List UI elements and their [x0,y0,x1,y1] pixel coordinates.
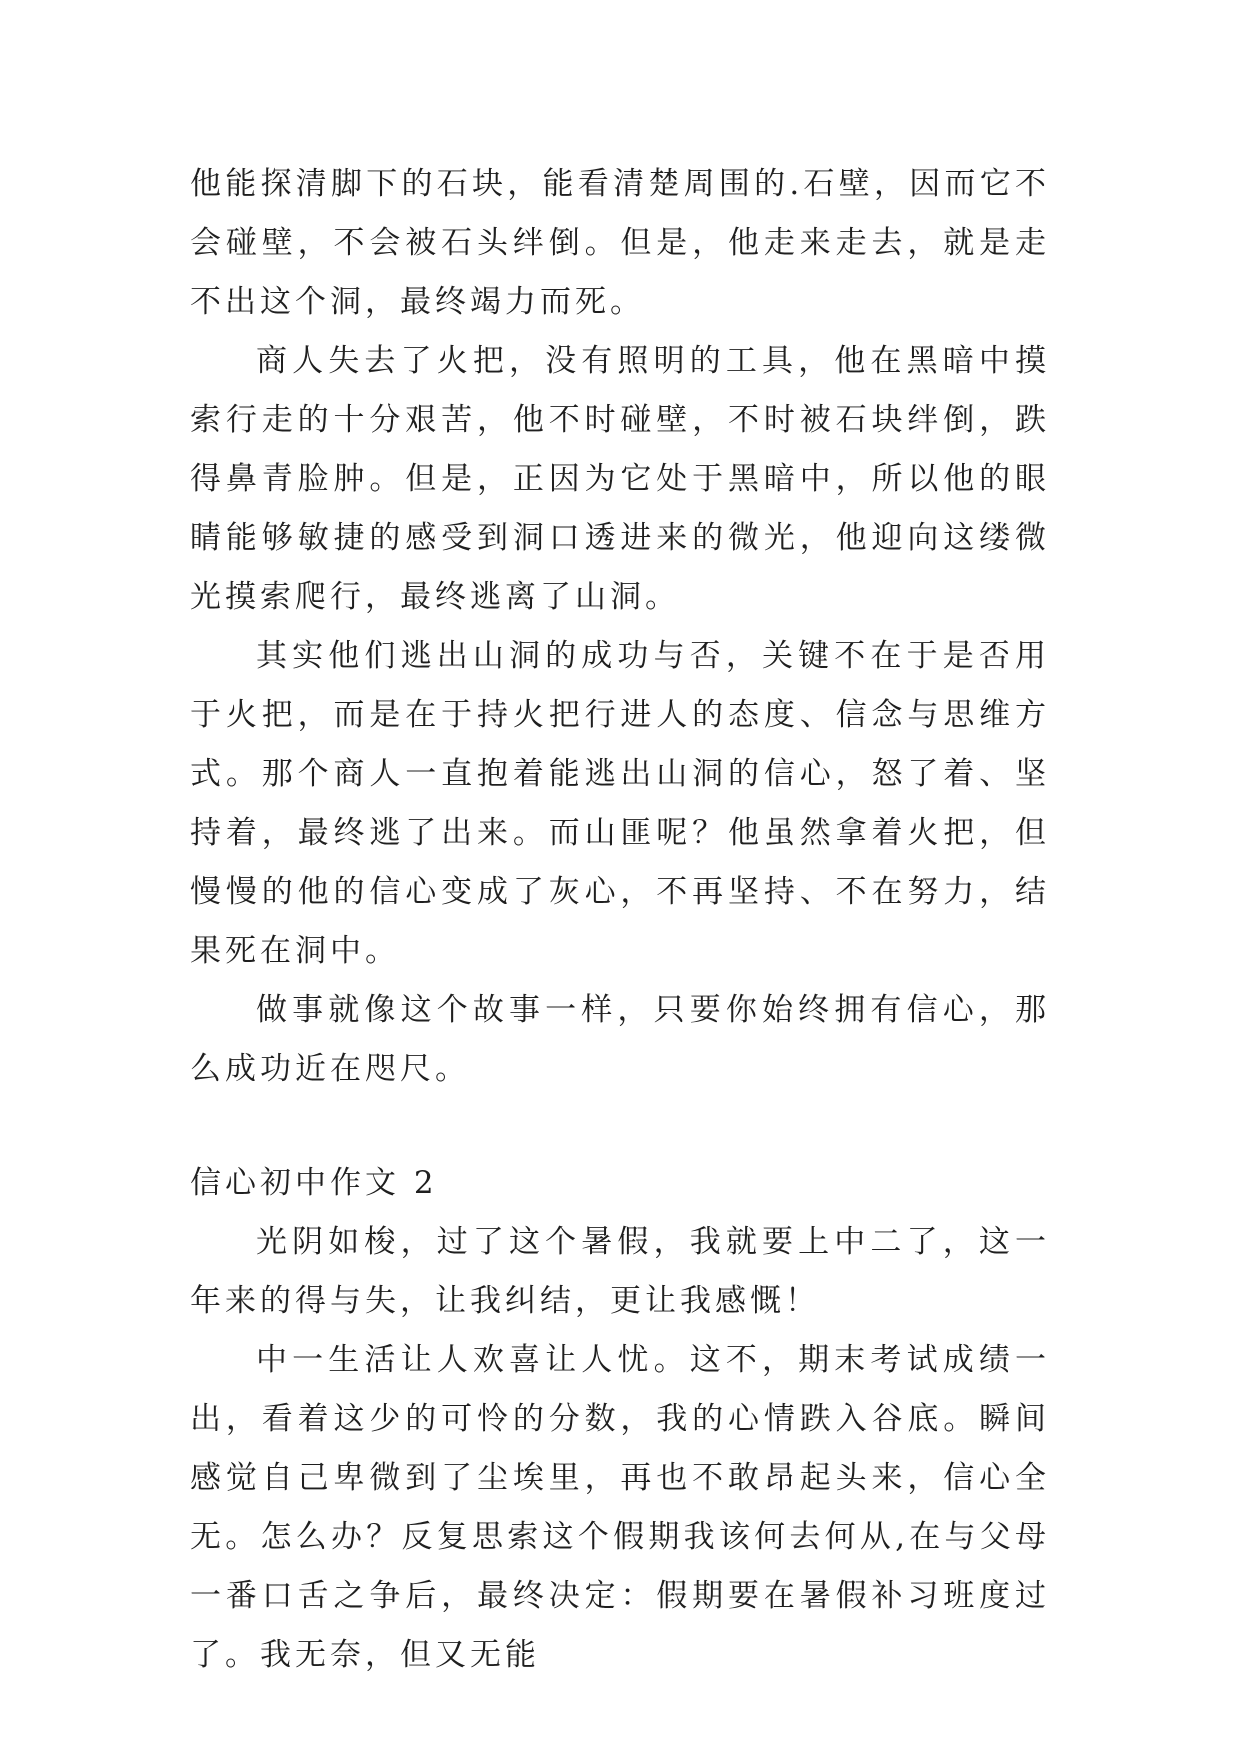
paragraph: 其实他们逃出山洞的成功与否，关键不在于是否用于火把，而是在于持火把行进人的态度、信念与思维方式。那个商人一直抱着能逃出山洞的信心，怒了着、坚持着，最终逃了出来。而山匪呢？他虽然拿着火把，但慢慢的他的信心变成了灰心，不再坚持、不在努力，结果死在洞中。 [190,638,1050,969]
paragraph: 中一生活让人欢喜让人忧。这不，期末考试成绩一出，看着这少的可怜的分数，我的心情跌入谷底。瞬间感觉自己卑微到了尘埃里，再也不敢昂起头来，信心全无。怎么办？反复思索这个假期我该何去何从,在与父母一番口舌之争后，最终决定：假期要在暑假补习班度过了。我无奈，但又无能 [190,1342,1050,1673]
section-heading: 信心初中作文 2 [190,1165,438,1201]
document-body [190,155,1050,1685]
paragraph: 光阴如梭，过了这个暑假，我就要上中二了，这一年来的得与失，让我纠结，更让我感慨！ [190,1224,1050,1319]
paragraph: 他能探清脚下的石块，能看清楚周围的.石壁，因而它不会碰壁，不会被石头绊倒。但是，他走来走去，就是走不出这个洞，最终竭力而死。 [190,166,1050,320]
paragraph: 做事就像这个故事一样，只要你始终拥有信心，那么成功近在咫尺。 [190,992,1050,1087]
paragraph: 商人失去了火把，没有照明的工具，他在黑暗中摸索行走的十分艰苦，他不时碰壁，不时被石块绊倒，跌得鼻青脸肿。但是，正因为它处于黑暗中，所以他的眼睛能够敏捷的感受到洞口透进来的微光，他迎向这缕微光摸索爬行，最终逃离了山洞。 [190,343,1050,615]
